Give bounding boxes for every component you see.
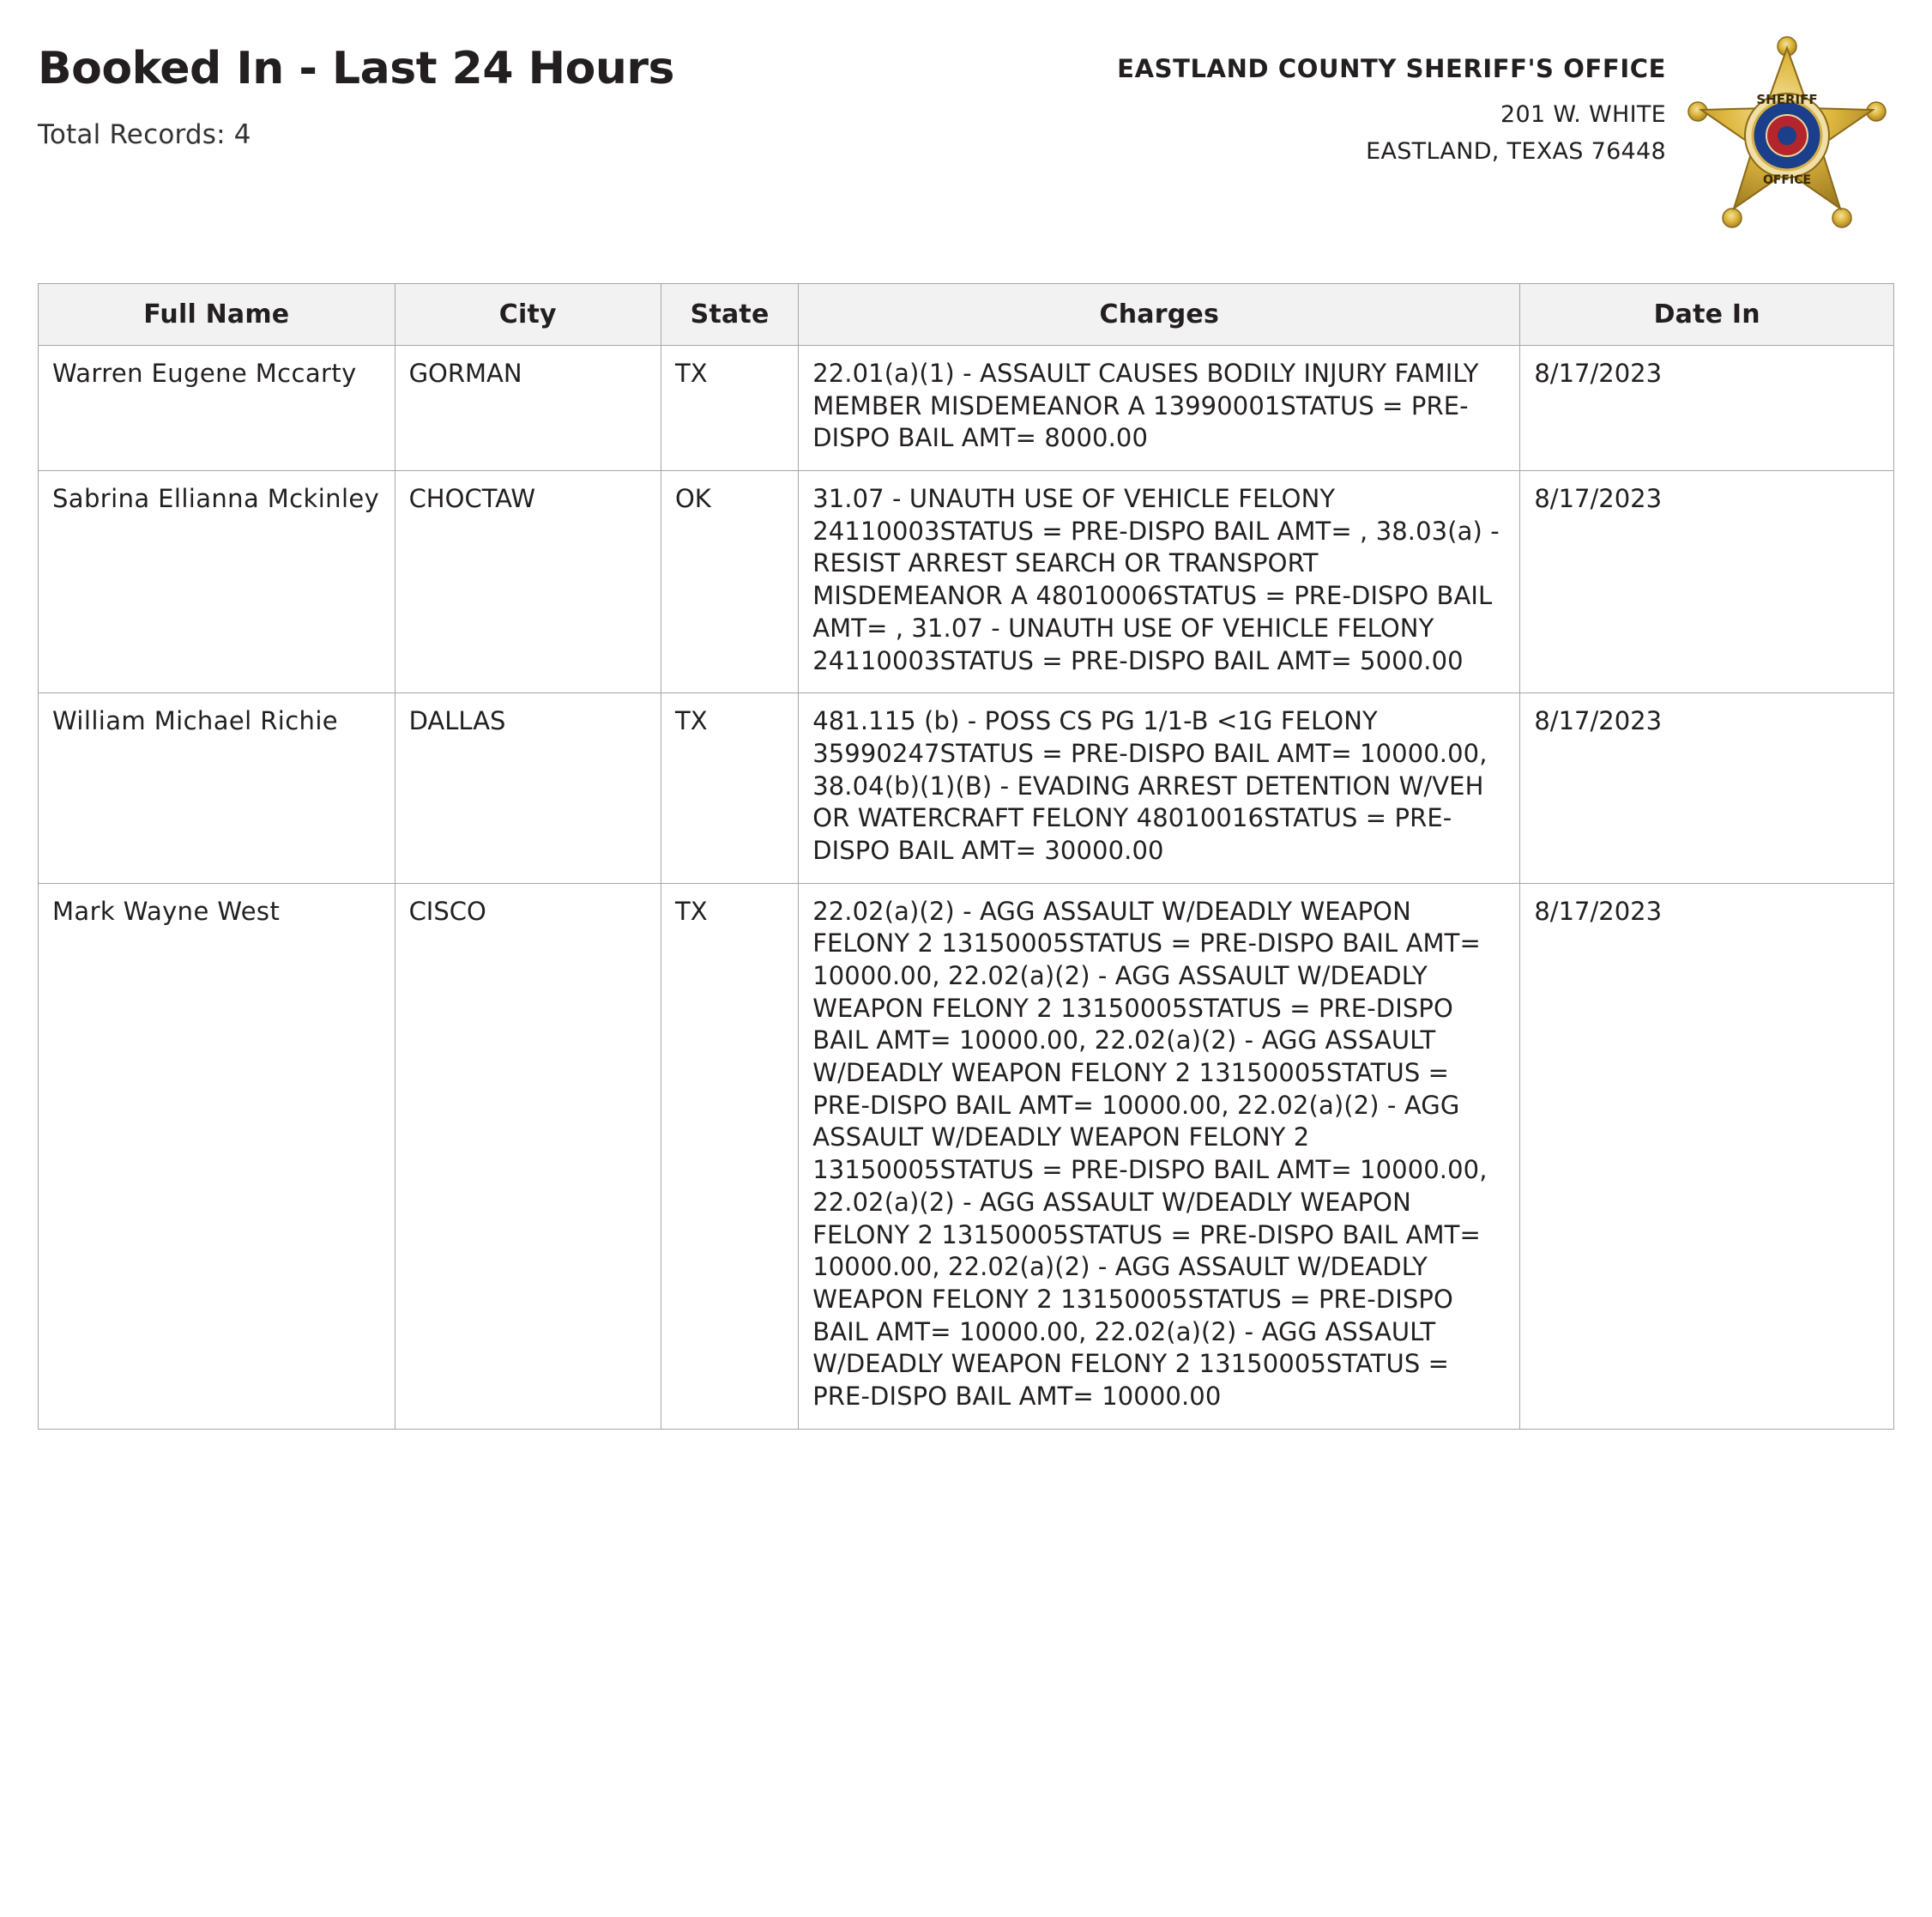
total-records-label: Total Records: 4 [38,119,251,151]
cell-full-name: William Michael Richie [39,693,395,883]
agency-address-line1: 201 W. WHITE [1500,101,1666,129]
cell-city: CHOCTAW [395,471,661,693]
page-title: Booked In - Last 24 Hours [38,43,674,94]
cell-charges: 481.115 (b) - POSS CS PG 1/1-B <1G FELONY 35990247STATUS = PRE-DISPO BAIL AMT= 10000.00, 38.04(b)(1)(B) - EVADING ARREST DETENTION W/VEH OR WATERCRAFT FELONY 48010016STATUS = PRE-DISPO BAIL AMT= 30000.00 [799,693,1520,883]
cell-charges: 22.02(a)(2) - AGG ASSAULT W/DEADLY WEAPON FELONY 2 13150005STATUS = PRE-DISPO BAIL AMT= 10000.00, 22.02(a)(2) - AGG ASSAULT W/DEADLY WEAPON FELONY 2 13150005STATUS = PRE-DISPO BAIL AMT= 10000.00, 22.02(a)(2) - AGG ASSAULT W/DEADLY WEAPON FELONY 2 13150005STATUS = PRE-DISPO BAIL AMT= 10000.00, 22.02(a)(2) - AGG ASSAULT W/DEADLY WEAPON FELONY 2 13150005STATUS = PRE-DISPO BAIL AMT= 10000.00, 22.02(a)(2) - AGG ASSAULT W/DEADLY WEAPON FELONY 2 13150005STATUS = PRE-DISPO BAIL AMT= 10000.00, 22.02(a)(2) - AGG ASSAULT W/DEADLY WEAPON FELONY 2 13150005STATUS = PRE-DISPO BAIL AMT= 10000.00, 22.02(a)(2) - AGG ASSAULT W/DEADLY WEAPON FELONY 2 13150005STATUS = PRE-DISPO BAIL AMT= 10000.00 [799,883,1520,1429]
cell-full-name: Mark Wayne West [39,883,395,1429]
cell-state: OK [661,471,798,693]
agency-name: EASTLAND COUNTY SHERIFF'S OFFICE [1117,54,1666,83]
table-row [39,471,1894,693]
column-header-full-name: Full Name [39,284,395,346]
svg-text:SHERIFF: SHERIFF [1756,92,1818,107]
cell-state: TX [661,883,798,1429]
table-row [39,693,1894,883]
column-header-city: City [395,284,661,346]
header-left-block [38,29,674,150]
cell-charges: 22.01(a)(1) - ASSAULT CAUSES BODILY INJURY FAMILY MEMBER MISDEMEANOR A 13990001STATUS = PRE-DISPO BAIL AMT= 8000.00 [799,346,1520,471]
cell-state: TX [661,346,798,471]
cell-full-name: Warren Eugene Mccarty [39,346,395,471]
table-header-row [39,284,1894,346]
header-right-block [1117,29,1894,247]
table-row [39,883,1894,1429]
cell-date-in: 8/17/2023 [1520,346,1894,471]
sheriff-star-badge-icon [1680,33,1894,247]
cell-state: TX [661,693,798,883]
column-header-date-in: Date In [1520,284,1894,346]
cell-date-in: 8/17/2023 [1520,883,1894,1429]
cell-date-in: 8/17/2023 [1520,693,1894,883]
svg-text:OFFICE: OFFICE [1762,173,1812,187]
booked-in-records-table [38,283,1894,1430]
report-header [38,29,1894,247]
column-header-charges: Charges [799,284,1520,346]
cell-date-in: 8/17/2023 [1520,471,1894,693]
cell-city: CISCO [395,883,661,1429]
agency-address-line2: EASTLAND, TEXAS 76448 [1366,138,1666,166]
cell-full-name: Sabrina Ellianna Mckinley [39,471,395,693]
agency-info [1117,38,1680,169]
table-row [39,346,1894,471]
cell-city: DALLAS [395,693,661,883]
cell-charges: 31.07 - UNAUTH USE OF VEHICLE FELONY 24110003STATUS = PRE-DISPO BAIL AMT= , 38.03(a) - RESIST ARREST SEARCH OR TRANSPORT MISDEMEANOR A 48010006STATUS = PRE-DISPO BAIL AMT= , 31.07 - UNAUTH USE OF VEHICLE FELONY 24110003STATUS = PRE-DISPO BAIL AMT= 5000.00 [799,471,1520,693]
cell-city: GORMAN [395,346,661,471]
column-header-state: State [661,284,798,346]
